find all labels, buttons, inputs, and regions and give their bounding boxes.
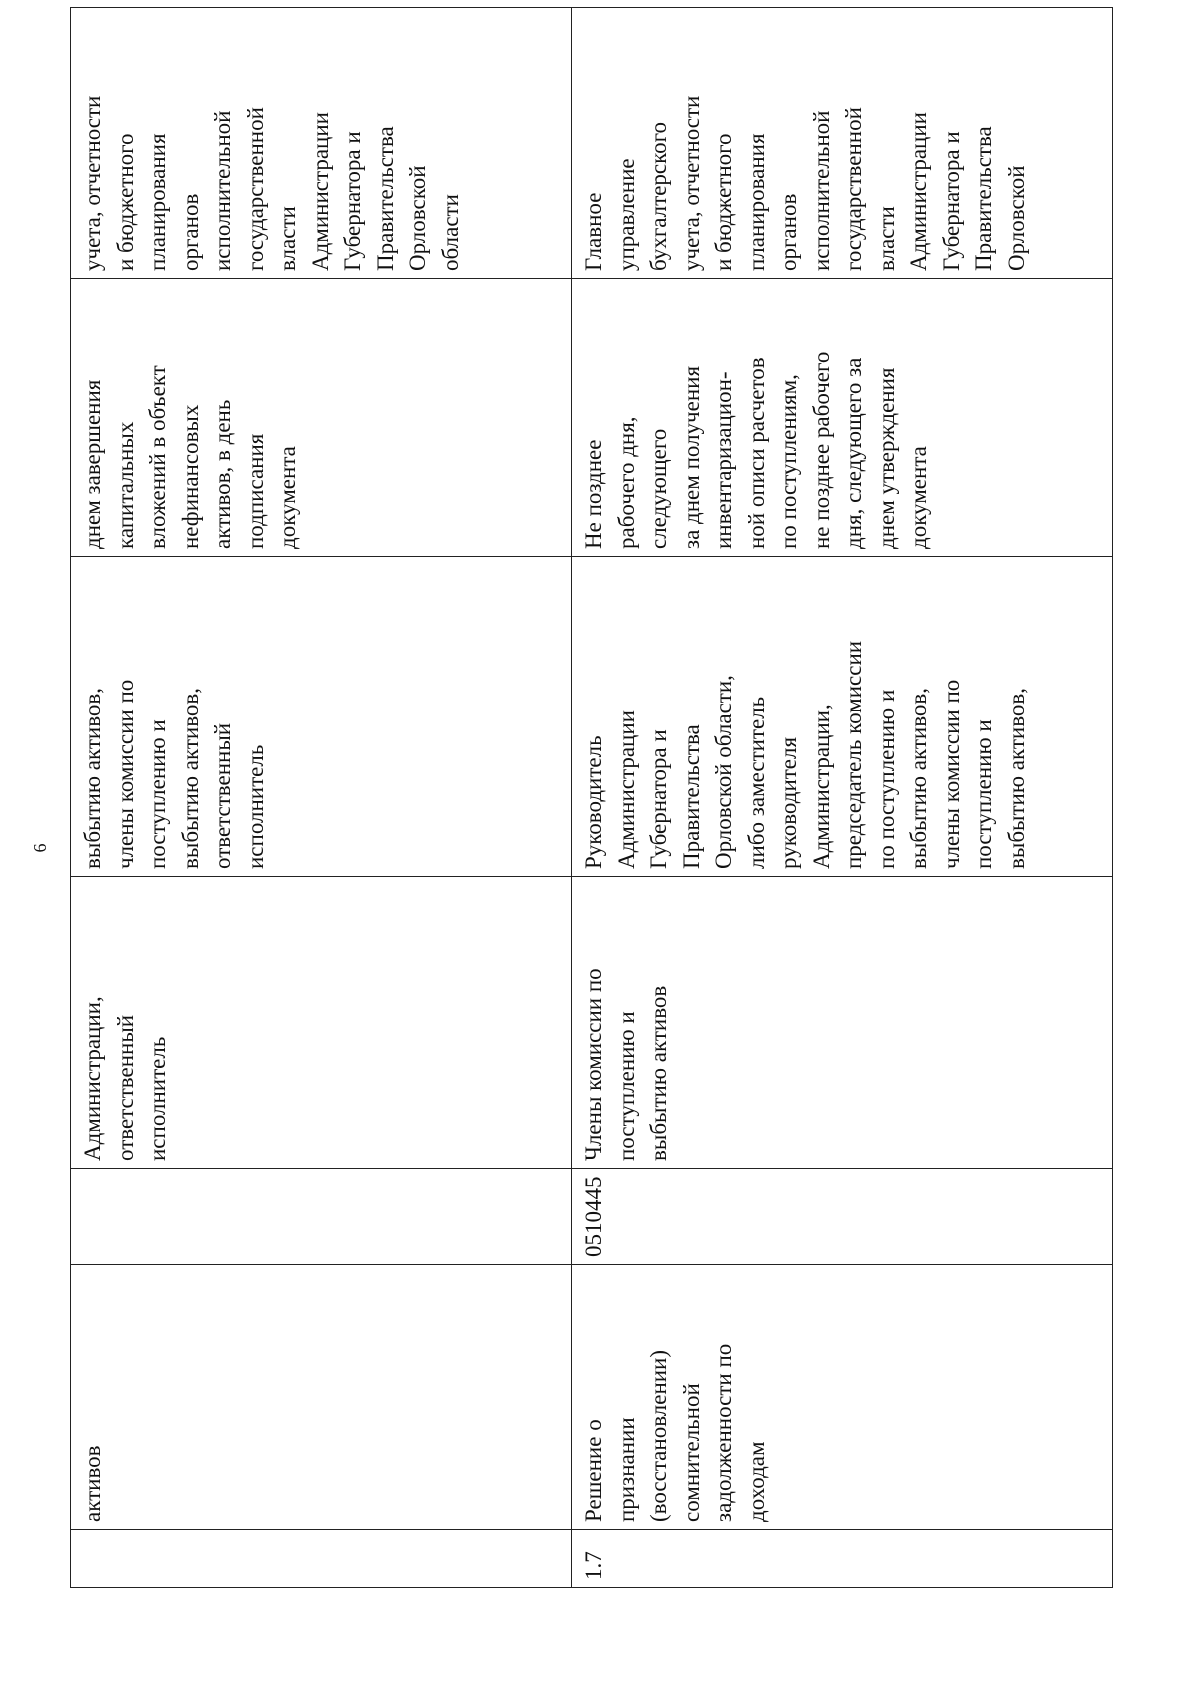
deadline-cell: днем завершения капитальных вложений в объект нефинансовых активов, в день подписания документа xyxy=(71,279,572,557)
rotated-table-wrapper xyxy=(70,8,1090,1588)
recipient-cell: Главное управление бухгалтерского учета, отчетности и бюджетного планирования органов исполнительной государственной власти Администрации Губернатора и Правительства Орловской xyxy=(572,8,1113,279)
form-code-cell xyxy=(71,1169,572,1265)
row-number-cell: 1.7 xyxy=(572,1530,1113,1588)
form-code-cell: 0510445 xyxy=(572,1169,1113,1265)
page-number: 6 xyxy=(30,843,50,853)
responsible-cell: Члены комиссии по поступлению и выбытию активов xyxy=(572,877,1113,1169)
document-name-cell: Решение о признании (восстановлении) сомнительной задолженности по доходам xyxy=(572,1265,1113,1530)
table-row xyxy=(572,8,1113,1588)
responsible-cell: Администрации, ответственный исполнитель xyxy=(71,877,572,1169)
table-row xyxy=(71,8,572,1588)
signers-cell: Руководитель Администрации Губернатора и Правительства Орловской области, либо заместитель руководителя Администрации, председатель комиссии по поступлению и выбытию активов, члены комиссии по поступлению и выбытию активов, xyxy=(572,557,1113,877)
signers-cell: выбытию активов, члены комиссии по поступлению и выбытию активов, ответственный исполнитель xyxy=(71,557,572,877)
document-name-cell: активов xyxy=(71,1265,572,1530)
deadline-cell: Не позднее рабочего дня, следующего за днем получения инвентаризацион- ной описи расчетов по поступлениям, не позднее рабочего дня, следующего за днем утверждения документа xyxy=(572,279,1113,557)
document-table xyxy=(70,7,1113,1588)
recipient-cell: учета, отчетности и бюджетного планирования органов исполнительной государственной власти Администрации Губернатора и Правительства Орловской области xyxy=(71,8,572,279)
row-number-cell xyxy=(71,1530,572,1588)
